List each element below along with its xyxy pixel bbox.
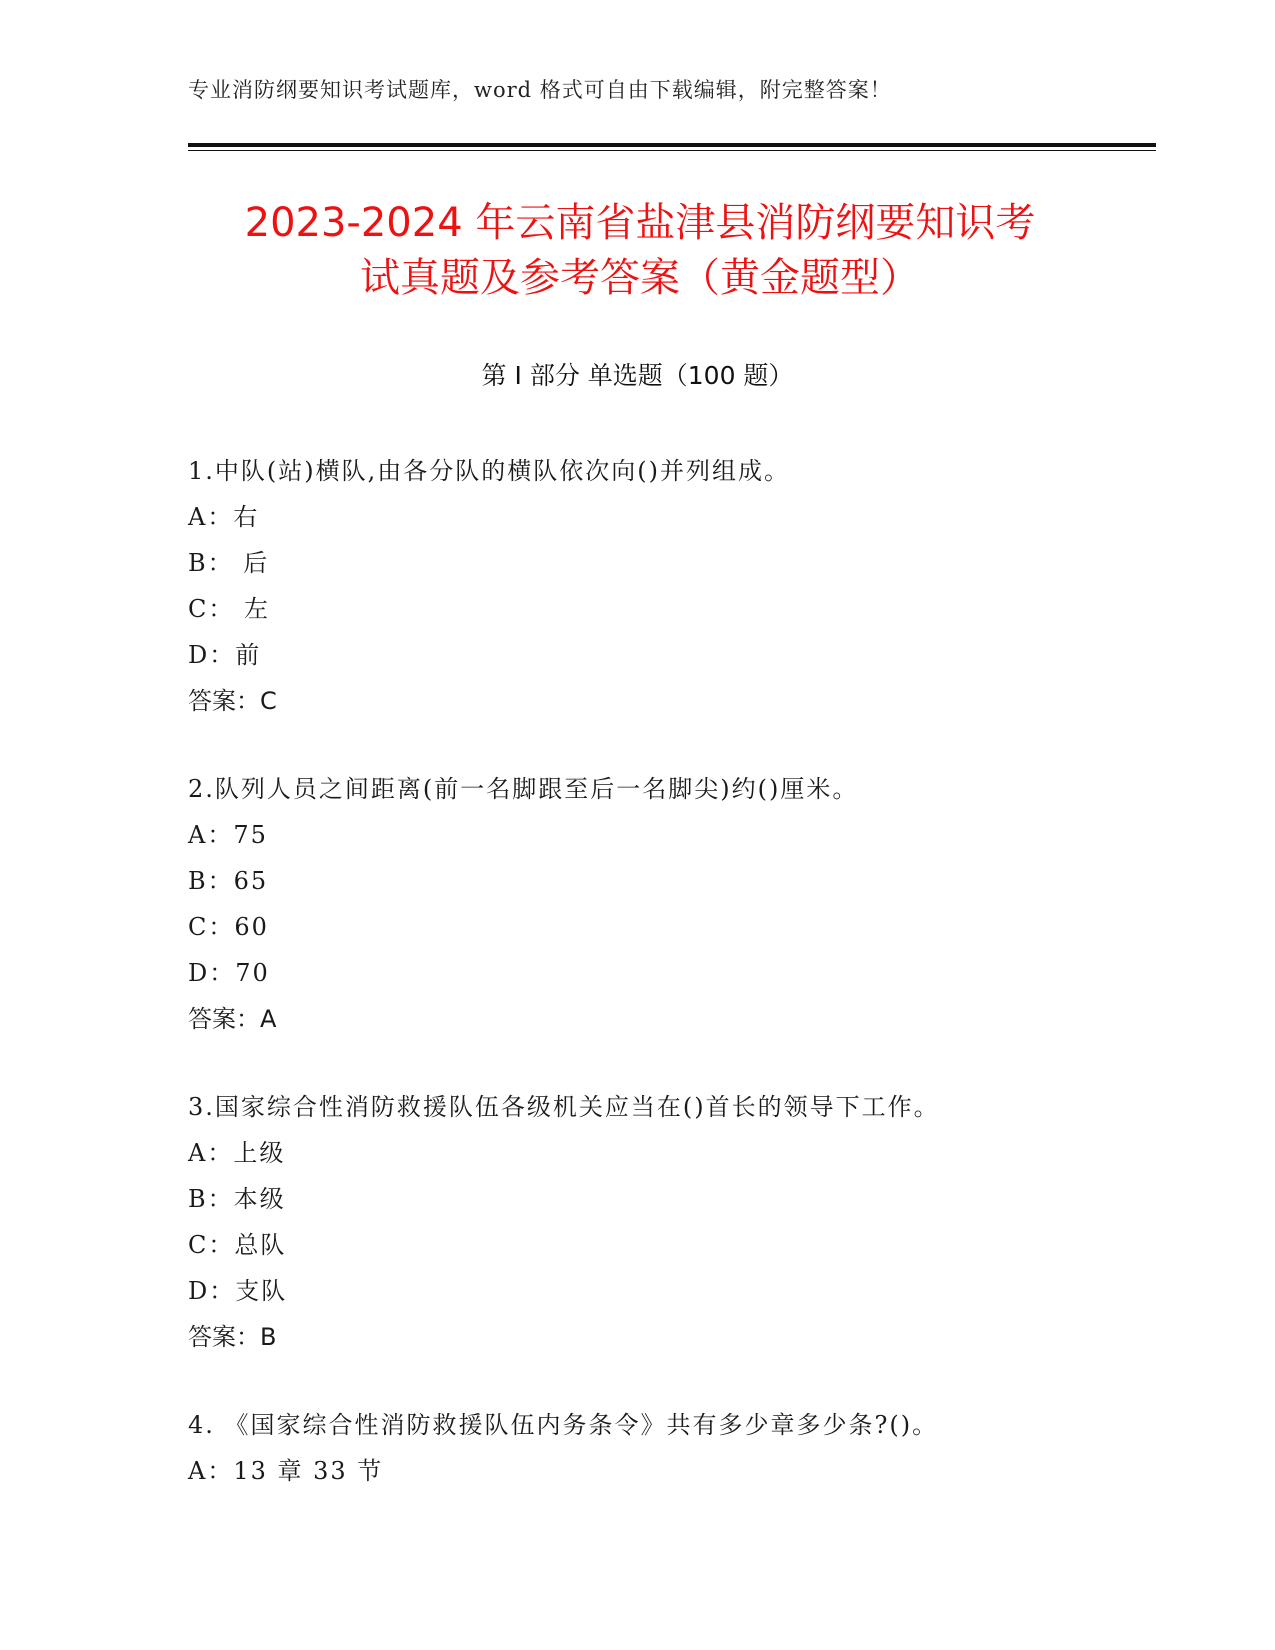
question-stem: 4. 《国家综合性消防救援队伍内务条令》共有多少章多少条?()。 <box>188 1411 939 1439</box>
question-list <box>188 448 1148 1536</box>
option-text: 后 <box>233 549 270 577</box>
option-a <box>188 1448 1148 1494</box>
option-key: C： <box>188 595 235 623</box>
option-c <box>188 904 1148 950</box>
document-title-line-2: 试真题及参考答案（黄金题型） <box>360 255 920 301</box>
option-a <box>188 494 1148 540</box>
option-key: A： <box>188 1457 234 1485</box>
option-text: 右 <box>233 503 260 531</box>
option-text: 60 <box>234 913 269 941</box>
option-b <box>188 540 1148 586</box>
option-a <box>188 1130 1148 1176</box>
option-key: A： <box>188 821 234 849</box>
option-a <box>188 812 1148 858</box>
option-text: 前 <box>235 641 262 669</box>
option-c <box>188 1222 1148 1268</box>
option-text: 13 章 33 节 <box>233 1457 384 1485</box>
option-key: B： <box>188 549 234 577</box>
question-3 <box>188 1084 1148 1360</box>
option-text: 总队 <box>234 1231 287 1259</box>
option-text: 75 <box>233 821 268 849</box>
option-c <box>188 586 1148 632</box>
header-note: 专业消防纲要知识考试题库，word 格式可自由下载编辑，附完整答案！ <box>188 78 892 102</box>
header-rule-thick <box>188 143 1156 147</box>
answer: 答案：A <box>188 1005 277 1033</box>
option-d <box>188 632 1148 678</box>
document-title <box>140 196 1140 306</box>
option-key: B： <box>188 1185 234 1213</box>
option-key: D： <box>188 959 236 987</box>
question-4 <box>188 1402 1148 1494</box>
option-text: 本级 <box>233 1185 286 1213</box>
option-key: D： <box>188 641 236 669</box>
question-2 <box>188 766 1148 1042</box>
answer: 答案：C <box>188 687 277 715</box>
option-text: 70 <box>235 959 270 987</box>
document-title-line-1: 2023-2024 年云南省盐津县消防纲要知识考 <box>244 200 1036 246</box>
section-heading: 第 I 部分 单选题（100 题） <box>481 361 794 390</box>
option-text: 65 <box>233 867 269 895</box>
option-d <box>188 1268 1148 1314</box>
option-key: C： <box>188 913 235 941</box>
option-text: 支队 <box>235 1277 288 1305</box>
question-stem: 2.队列人员之间距离(前一名脚跟至后一名脚尖)约()厘米。 <box>188 775 859 803</box>
option-d <box>188 950 1148 996</box>
option-text: 上级 <box>233 1139 286 1167</box>
option-text: 左 <box>234 595 271 623</box>
option-b <box>188 858 1148 904</box>
answer: 答案：B <box>188 1323 277 1351</box>
option-key: A： <box>188 503 234 531</box>
option-key: D： <box>188 1277 236 1305</box>
option-key: C： <box>188 1231 235 1259</box>
header-rule-thin <box>188 150 1156 151</box>
option-b <box>188 1176 1148 1222</box>
question-stem: 1.中队(站)横队,由各分队的横队依次向()并列组成。 <box>188 457 790 485</box>
option-key: A： <box>188 1139 234 1167</box>
question-stem: 3.国家综合性消防救援队伍各级机关应当在()首长的领导下工作。 <box>188 1093 940 1121</box>
option-key: B： <box>188 867 234 895</box>
question-1 <box>188 448 1148 724</box>
